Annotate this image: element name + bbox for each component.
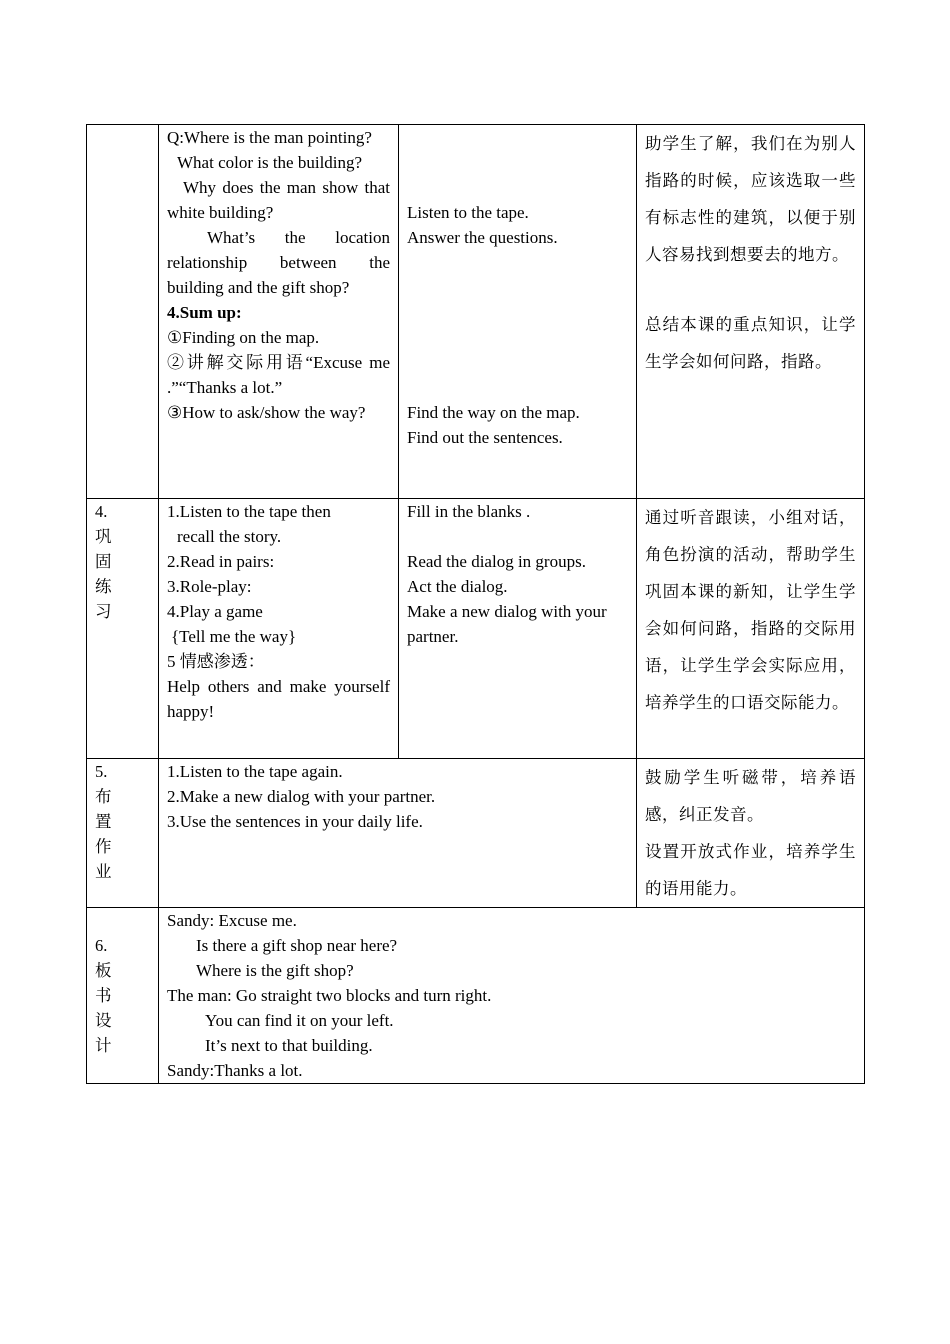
stage-label-cell: 6. 板 书 设 计 bbox=[87, 908, 159, 1084]
student-activity-cell: Fill in the blanks . Read the dialog in groups. Act the dialog. Make a new dialog with your partner. bbox=[399, 499, 637, 759]
table-row bbox=[87, 499, 865, 759]
stage-label-cell: 5. 布 置 作 业 bbox=[87, 759, 159, 908]
blackboard-design-cell: Sandy: Excuse me. Is there a gift shop near here? Where is the gift shop? The man: Go straight two blocks and turn right. You can find it on your left. It’s next to that building. Sandy:Thanks a lot. bbox=[159, 908, 865, 1084]
table-row bbox=[87, 125, 865, 499]
lesson-plan-table bbox=[86, 124, 865, 1084]
stage-label-cell bbox=[87, 125, 159, 499]
design-purpose-cell: 通过听音跟读，小组对话，角色扮演的活动，帮助学生巩固本课的新知，让学生学会如何问路，指路的交际用语，让学生学会实际应用，培养学生的口语交际能力。 bbox=[637, 499, 865, 759]
teaching-content-cell: Q:Where is the man pointing? What color is the building? Why does the man show that white building? What’s the location relationship between the building and the gift shop? 4.Sum up: ①Finding on the map. ②讲解交际用语“Excuse me .”“Thanks a lot.” ③How to ask/show the way? bbox=[159, 125, 399, 499]
stage-label-cell: 4. 巩 固 练 习 bbox=[87, 499, 159, 759]
student-activity-cell: Listen to the tape. Answer the questions. Find the way on the map. Find out the sentences. bbox=[399, 125, 637, 499]
table-row bbox=[87, 759, 865, 908]
table-row bbox=[87, 908, 865, 1084]
design-purpose-cell: 鼓励学生听磁带，培养语感，纠正发音。 设置开放式作业，培养学生的语用能力。 bbox=[637, 759, 865, 908]
teaching-content-cell: 1.Listen to the tape then recall the story. 2.Read in pairs: 3.Role-play: 4.Play a game {Tell me the way} 5 情感渗透： Help others and make yourself happy! bbox=[159, 499, 399, 759]
design-purpose-cell: 助学生了解，我们在为别人指路的时候，应该选取一些有标志性的建筑，以便于别人容易找到想要去的地方。 总结本课的重点知识，让学生学会如何问路，指路。 bbox=[637, 125, 865, 499]
homework-content-cell: 1.Listen to the tape again. 2.Make a new dialog with your partner. 3.Use the sentences in your daily life. bbox=[159, 759, 637, 908]
